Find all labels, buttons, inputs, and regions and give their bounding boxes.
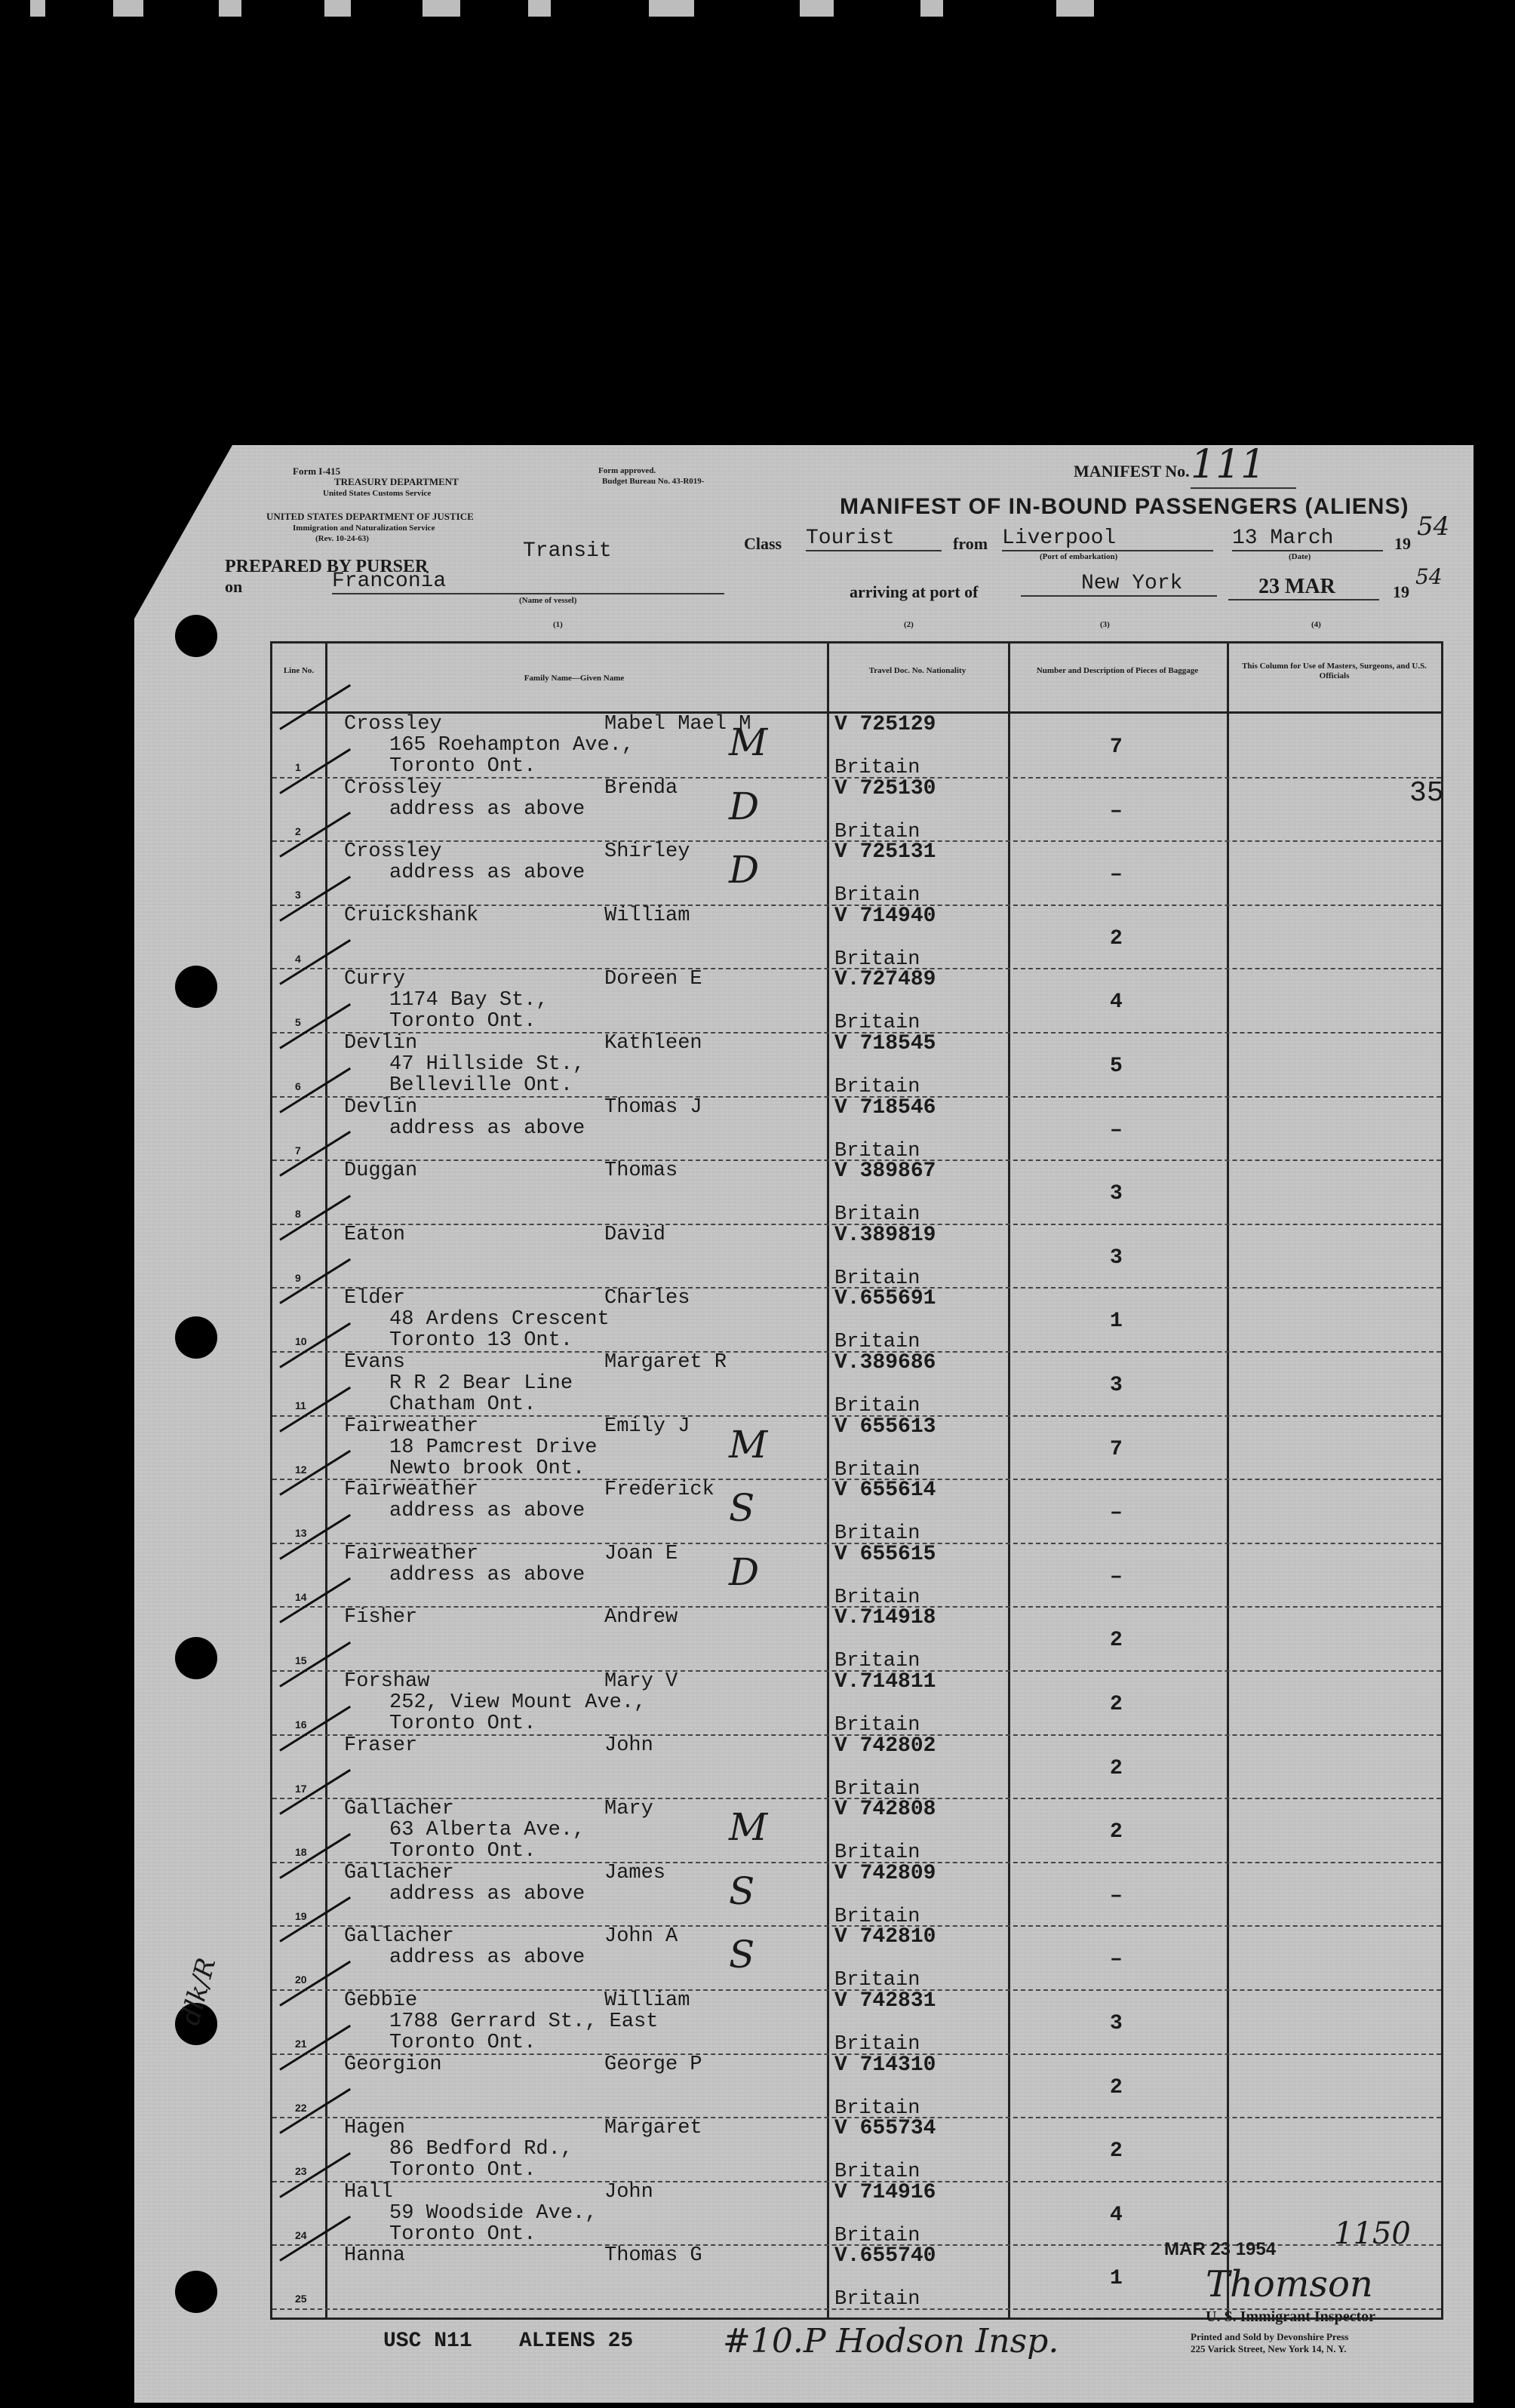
baggage-count: 1 <box>1110 2267 1123 2291</box>
baggage-count: – <box>1110 1118 1123 1142</box>
family-name: Fraser <box>344 1734 418 1757</box>
address-line: Chatham Ont. <box>389 1393 536 1416</box>
top-edge-marks <box>0 0 1515 30</box>
address-line: Toronto Ont. <box>389 2159 536 2182</box>
punch-hole <box>175 1316 217 1359</box>
given-name: John A <box>604 1925 678 1949</box>
given-name: David <box>604 1223 666 1246</box>
inspector-signature: Thomson <box>1206 2263 1373 2305</box>
header-baggage: Number and Description of Pieces of Baggage <box>1036 666 1199 675</box>
col2-number: (2) <box>904 620 914 629</box>
baggage-count: 4 <box>1110 991 1123 1015</box>
transit-note: Transit <box>523 539 612 563</box>
line-number: 19 <box>295 1909 307 1922</box>
address-line: address as above <box>389 797 585 821</box>
nationality: Britain <box>834 1076 920 1098</box>
manifest-page <box>134 442 1474 2403</box>
table-row <box>272 1798 1441 1865</box>
address-line: Toronto Ont. <box>389 755 536 778</box>
address-line: address as above <box>389 1882 585 1906</box>
table-row <box>272 1925 1441 1992</box>
travel-doc-number: V 655613 <box>834 1414 936 1439</box>
address-line: 47 Hillside St., <box>389 1053 585 1076</box>
travel-doc-number: V 655734 <box>834 2117 936 2141</box>
nationality: Britain <box>834 1331 920 1354</box>
manifest-label: MANIFEST No. <box>1074 462 1190 481</box>
given-name: William <box>604 904 690 927</box>
family-name: Gallacher <box>344 1925 454 1949</box>
baggage-count: 4 <box>1110 2203 1123 2227</box>
table-row <box>272 1542 1441 1609</box>
from-label: from <box>953 534 988 553</box>
travel-doc-number: V 714310 <box>834 2053 936 2077</box>
address-line: Toronto 13 Ont. <box>389 1329 573 1353</box>
relation-mark: M <box>729 720 768 764</box>
handwritten-inspector-note: #10.P Hodson Insp. <box>723 2322 1059 2360</box>
line-number: 25 <box>295 2293 307 2305</box>
line-number: 12 <box>295 1463 307 1476</box>
header-officials: This Column for Use of Masters, Surgeons, and U.S. Officials <box>1242 662 1427 680</box>
line-number: 5 <box>295 1016 301 1029</box>
baggage-count: 5 <box>1110 1055 1123 1078</box>
table-row <box>272 1223 1441 1290</box>
baggage-count: 3 <box>1110 1374 1123 1397</box>
punch-hole <box>175 2271 217 2313</box>
given-name: Brenda <box>604 776 678 800</box>
given-name: Thomas G <box>604 2244 702 2268</box>
nationality: Britain <box>834 1714 920 1737</box>
family-name: Hall <box>344 2180 393 2204</box>
vessel-on-label: on <box>225 577 243 596</box>
year-prefix-2: 19 <box>1393 582 1409 601</box>
prepared-by: PREPARED BY PURSER <box>225 557 429 576</box>
line-number: 4 <box>295 952 301 965</box>
family-name: Georgion <box>344 2053 442 2076</box>
address-line: Toronto Ont. <box>389 2222 536 2246</box>
table-row <box>272 1095 1441 1163</box>
address-line: address as above <box>389 1500 585 1523</box>
header-line-no: Line No. <box>283 666 315 675</box>
header-travel-doc: Travel Doc. No. Nationality <box>868 666 966 675</box>
inspector-title: U. S. Immigrant Inspector <box>1206 2308 1375 2325</box>
given-name: Margaret <box>604 2117 702 2140</box>
family-name: Cruickshank <box>344 904 479 927</box>
baggage-count: – <box>1110 1501 1123 1525</box>
dept-justice-sub: Immigration and Naturalization Service <box>293 524 435 533</box>
header-name: Family Name—Given Name <box>524 674 625 683</box>
embark-year: 54 <box>1417 511 1450 542</box>
folded-corner <box>134 445 232 619</box>
embark-caption: (Port of embarkation) <box>1040 552 1118 561</box>
table-row <box>272 1861 1441 1928</box>
line-number: 11 <box>295 1399 306 1411</box>
travel-doc-number: V.655740 <box>834 2244 936 2268</box>
given-name: Shirley <box>604 840 690 864</box>
table-row <box>272 2053 1441 2120</box>
family-name: Hagen <box>344 2117 406 2140</box>
arriving-label: arriving at port of <box>850 582 979 601</box>
family-name: Devlin <box>344 1095 418 1119</box>
given-name: William <box>604 1989 690 2012</box>
family-name: Fairweather <box>344 1479 479 1502</box>
table-row <box>272 904 1441 971</box>
line-number: 1 <box>295 761 301 773</box>
table-row <box>272 1606 1441 1673</box>
relation-mark: S <box>729 1933 755 1977</box>
table-row <box>272 1670 1441 1737</box>
table-row <box>272 2180 1441 2247</box>
table-row <box>272 1479 1441 1546</box>
given-name: Charles <box>604 1287 690 1310</box>
baggage-count: – <box>1110 863 1123 887</box>
travel-doc-number: V 655614 <box>834 1479 936 1503</box>
address-line: Toronto Ont. <box>389 1010 536 1034</box>
given-name: Joan E <box>604 1542 678 1565</box>
nationality: Britain <box>834 2161 920 2184</box>
nationality: Britain <box>834 1586 920 1609</box>
form-approved: Form approved. <box>598 466 656 475</box>
family-name: Eaton <box>344 1223 406 1246</box>
line-number: 8 <box>295 1208 301 1221</box>
family-name: Evans <box>344 1351 406 1374</box>
relation-mark: D <box>729 848 760 892</box>
nationality: Britain <box>834 1522 920 1546</box>
baggage-count: – <box>1110 1565 1123 1589</box>
table-row <box>272 1351 1441 1417</box>
address-line: address as above <box>389 862 585 885</box>
address-line: address as above <box>389 1946 585 1970</box>
travel-doc-number: V.727489 <box>834 968 936 992</box>
baggage-count: – <box>1110 799 1123 823</box>
nationality: Britain <box>834 1267 920 1290</box>
punch-hole <box>175 966 217 1008</box>
nationality: Britain <box>834 2033 920 2056</box>
address-line: 48 Ardens Crescent <box>389 1308 610 1331</box>
line-number: 18 <box>295 1846 307 1859</box>
travel-doc-number: V.714811 <box>834 1670 936 1694</box>
family-name: Crossley <box>344 713 442 736</box>
travel-doc-number: V 714940 <box>834 904 936 928</box>
travel-doc-number: V 718545 <box>834 1032 936 1055</box>
given-name: Kathleen <box>604 1032 702 1055</box>
form-number: Form I-415 <box>293 465 341 477</box>
family-name: Fisher <box>344 1606 418 1629</box>
year-prefix-1: 19 <box>1394 534 1411 553</box>
travel-doc-number: V 725130 <box>834 776 936 800</box>
col4-number: (4) <box>1311 620 1321 629</box>
printer-line-1: Printed and Sold by Devonshire Press <box>1191 2331 1349 2342</box>
arrival-stamp-date: MAR 23 1954 <box>1164 2239 1277 2259</box>
arrival-stamp-time: 1150 <box>1334 2216 1411 2251</box>
given-name: Mary V <box>604 1670 678 1693</box>
family-name: Elder <box>344 1287 406 1310</box>
relation-mark: S <box>729 1869 755 1913</box>
line-number: 6 <box>295 1080 301 1092</box>
address-line: 63 Alberta Ave., <box>389 1819 585 1842</box>
family-name: Crossley <box>344 776 442 800</box>
aliens-count: ALIENS 25 <box>519 2330 634 2353</box>
family-name: Gallacher <box>344 1861 454 1884</box>
family-name: Hanna <box>344 2244 406 2268</box>
vessel-name: Franconia <box>332 570 724 594</box>
address-line: Toronto Ont. <box>389 2032 536 2054</box>
given-name: Thomas <box>604 1159 678 1183</box>
given-name: Mary <box>604 1798 653 1821</box>
col3-number: (3) <box>1100 620 1110 629</box>
address-line: Toronto Ont. <box>389 1712 536 1735</box>
line-number: 17 <box>295 1782 307 1795</box>
table-row <box>272 713 1441 779</box>
family-name: Devlin <box>344 1032 418 1055</box>
given-name: Frederick <box>604 1479 714 1502</box>
manifest-number: 111 <box>1191 442 1296 489</box>
family-name: Fairweather <box>344 1542 479 1565</box>
table-row <box>272 1287 1441 1354</box>
margin-note: dlk/R <box>175 1955 223 2029</box>
baggage-count: 7 <box>1110 736 1123 759</box>
travel-doc-number: V 742809 <box>834 1861 936 1885</box>
line-number: 23 <box>295 2165 307 2178</box>
table-row <box>272 1989 1441 2056</box>
address-line: 165 Roehampton Ave., <box>389 734 635 757</box>
table-row <box>272 840 1441 908</box>
address-line: 18 Pamcrest Drive <box>389 1436 598 1459</box>
nationality: Britain <box>834 948 920 971</box>
arrival-date: 23 MAR <box>1228 575 1379 600</box>
dept-treasury-sub: United States Customs Service <box>323 489 432 498</box>
line-number: 7 <box>295 1144 301 1156</box>
baggage-count: 2 <box>1110 1820 1123 1844</box>
table-row <box>272 776 1441 843</box>
col1-number: (1) <box>553 620 563 629</box>
given-name: Andrew <box>604 1606 678 1629</box>
baggage-count: 2 <box>1110 2139 1123 2164</box>
budget-bureau: Budget Bureau No. 43-R019- <box>602 477 705 486</box>
travel-doc-number: V 714916 <box>834 2180 936 2204</box>
table-row <box>272 1159 1441 1227</box>
travel-doc-number: V 725131 <box>834 840 936 865</box>
given-name: Emily J <box>604 1414 690 1438</box>
line-number: 14 <box>295 1590 307 1603</box>
nationality: Britain <box>834 1905 920 1928</box>
baggage-count: 7 <box>1110 1437 1123 1461</box>
nationality: Britain <box>834 1395 920 1417</box>
check-mark <box>279 684 351 730</box>
travel-doc-number: V 742802 <box>834 1734 936 1758</box>
given-name: John <box>604 2180 653 2204</box>
address-line: 252, View Mount Ave., <box>389 1691 647 1714</box>
line-number: 16 <box>295 1718 307 1731</box>
baggage-count: 3 <box>1110 1182 1123 1206</box>
address-line: address as above <box>389 1116 585 1140</box>
nationality: Britain <box>834 757 920 779</box>
travel-doc-number: V.389819 <box>834 1223 936 1247</box>
family-name: Fairweather <box>344 1414 479 1438</box>
family-name: Curry <box>344 968 406 991</box>
line-number: 13 <box>295 1527 307 1540</box>
table-row <box>272 1032 1441 1098</box>
given-name: John <box>604 1734 653 1757</box>
address-line: 1174 Bay St., <box>389 989 549 1012</box>
nationality: Britain <box>834 2288 920 2311</box>
given-name: George P <box>604 2053 702 2076</box>
relation-mark: D <box>729 784 760 828</box>
address-line: Belleville Ont. <box>389 1074 573 1097</box>
nationality: Britain <box>834 1458 920 1482</box>
line-number: 22 <box>295 2101 307 2114</box>
given-name: James <box>604 1861 666 1884</box>
travel-doc-number: V 389867 <box>834 1159 936 1184</box>
nationality: Britain <box>834 1841 920 1865</box>
family-name: Crossley <box>344 840 442 864</box>
table-row <box>272 2117 1441 2184</box>
baggage-count: 2 <box>1110 926 1123 951</box>
baggage-count: 1 <box>1110 1310 1123 1334</box>
line-number: 9 <box>295 1271 301 1284</box>
usc-code: USC N11 <box>383 2330 472 2353</box>
revision: (Rev. 10-24-63) <box>315 534 369 543</box>
travel-doc-number: V 742831 <box>834 1989 936 2013</box>
nationality: Britain <box>834 1139 920 1163</box>
punch-hole <box>175 615 217 657</box>
address-line: Toronto Ont. <box>389 1840 536 1863</box>
travel-doc-number: V.389686 <box>834 1351 936 1374</box>
passenger-table <box>270 641 1443 2320</box>
relation-mark: D <box>729 1550 760 1594</box>
baggage-count: 2 <box>1110 1756 1123 1780</box>
address-line: 1788 Gerrard St., East <box>389 2010 659 2033</box>
dept-justice: UNITED STATES DEPARTMENT OF JUSTICE <box>266 511 474 522</box>
address-line: 59 Woodside Ave., <box>389 2201 598 2225</box>
arrival-port: New York <box>1021 572 1217 597</box>
class-value: Tourist <box>806 527 942 551</box>
address-line: Newto brook Ont. <box>389 1457 585 1480</box>
relation-mark: M <box>729 1805 768 1850</box>
relation-mark: S <box>729 1486 755 1531</box>
embark-date: 13 March <box>1232 527 1383 551</box>
line-number: 15 <box>295 1654 307 1667</box>
family-name: Gallacher <box>344 1798 454 1821</box>
nationality: Britain <box>834 1203 920 1227</box>
baggage-count: – <box>1110 1948 1123 1972</box>
address-line: R R 2 Bear Line <box>389 1372 573 1395</box>
nationality: Britain <box>834 884 920 908</box>
travel-doc-number: V 655615 <box>834 1542 936 1566</box>
date-caption: (Date) <box>1289 552 1311 561</box>
class-label: Class <box>744 534 782 553</box>
page-title: MANIFEST OF IN-BOUND PASSENGERS (ALIENS) <box>840 494 1409 519</box>
line-number: 3 <box>295 889 301 901</box>
address-line: 86 Bedford Rd., <box>389 2138 573 2161</box>
given-name: Mabel Mael M <box>604 713 751 736</box>
baggage-count: 2 <box>1110 1693 1123 1716</box>
printer-line-2: 225 Varick Street, New York 14, N. Y. <box>1191 2343 1347 2354</box>
nationality: Britain <box>834 2224 920 2247</box>
nationality: Britain <box>834 820 920 843</box>
nationality: Britain <box>834 1777 920 1801</box>
baggage-count: 2 <box>1110 1629 1123 1653</box>
baggage-count: 2 <box>1110 2075 1123 2099</box>
travel-doc-number: V.655691 <box>834 1287 936 1311</box>
given-name: Doreen E <box>604 968 702 991</box>
address-line: address as above <box>389 1563 585 1586</box>
table-row <box>272 1734 1441 1801</box>
baggage-count: 3 <box>1110 1245 1123 1270</box>
travel-doc-number: V.714918 <box>834 1606 936 1630</box>
table-row <box>272 968 1441 1035</box>
travel-doc-number: V 718546 <box>834 1095 936 1120</box>
punch-hole <box>175 1637 217 1679</box>
nationality: Britain <box>834 1650 920 1673</box>
dept-treasury: TREASURY DEPARTMENT <box>334 476 459 487</box>
vessel-caption: (Name of vessel) <box>519 596 577 605</box>
nationality: Britain <box>834 1012 920 1035</box>
travel-doc-number: V 742808 <box>834 1798 936 1822</box>
given-name: Thomas J <box>604 1095 702 1119</box>
family-name: Duggan <box>344 1159 418 1183</box>
line-number: 10 <box>295 1335 307 1348</box>
baggage-count: 3 <box>1110 2012 1123 2035</box>
relation-mark: M <box>729 1422 768 1467</box>
line-number: 20 <box>295 1973 307 1986</box>
given-name: Margaret R <box>604 1351 727 1374</box>
line-number: 21 <box>295 2038 307 2050</box>
line-number: 24 <box>295 2228 307 2241</box>
nationality: Britain <box>834 1969 920 1992</box>
embark-port: Liverpool <box>1002 527 1213 551</box>
family-name: Gebbie <box>344 1989 418 2012</box>
travel-doc-number: V 725129 <box>834 713 936 736</box>
baggage-count: – <box>1110 1884 1123 1908</box>
line-number: 2 <box>295 825 301 837</box>
table-row <box>272 1414 1441 1482</box>
side-count: 35 <box>1409 777 1444 809</box>
family-name: Forshaw <box>344 1670 430 1693</box>
travel-doc-number: V 742810 <box>834 1925 936 1949</box>
nationality: Britain <box>834 2096 920 2120</box>
arrival-year: 54 <box>1415 564 1443 589</box>
